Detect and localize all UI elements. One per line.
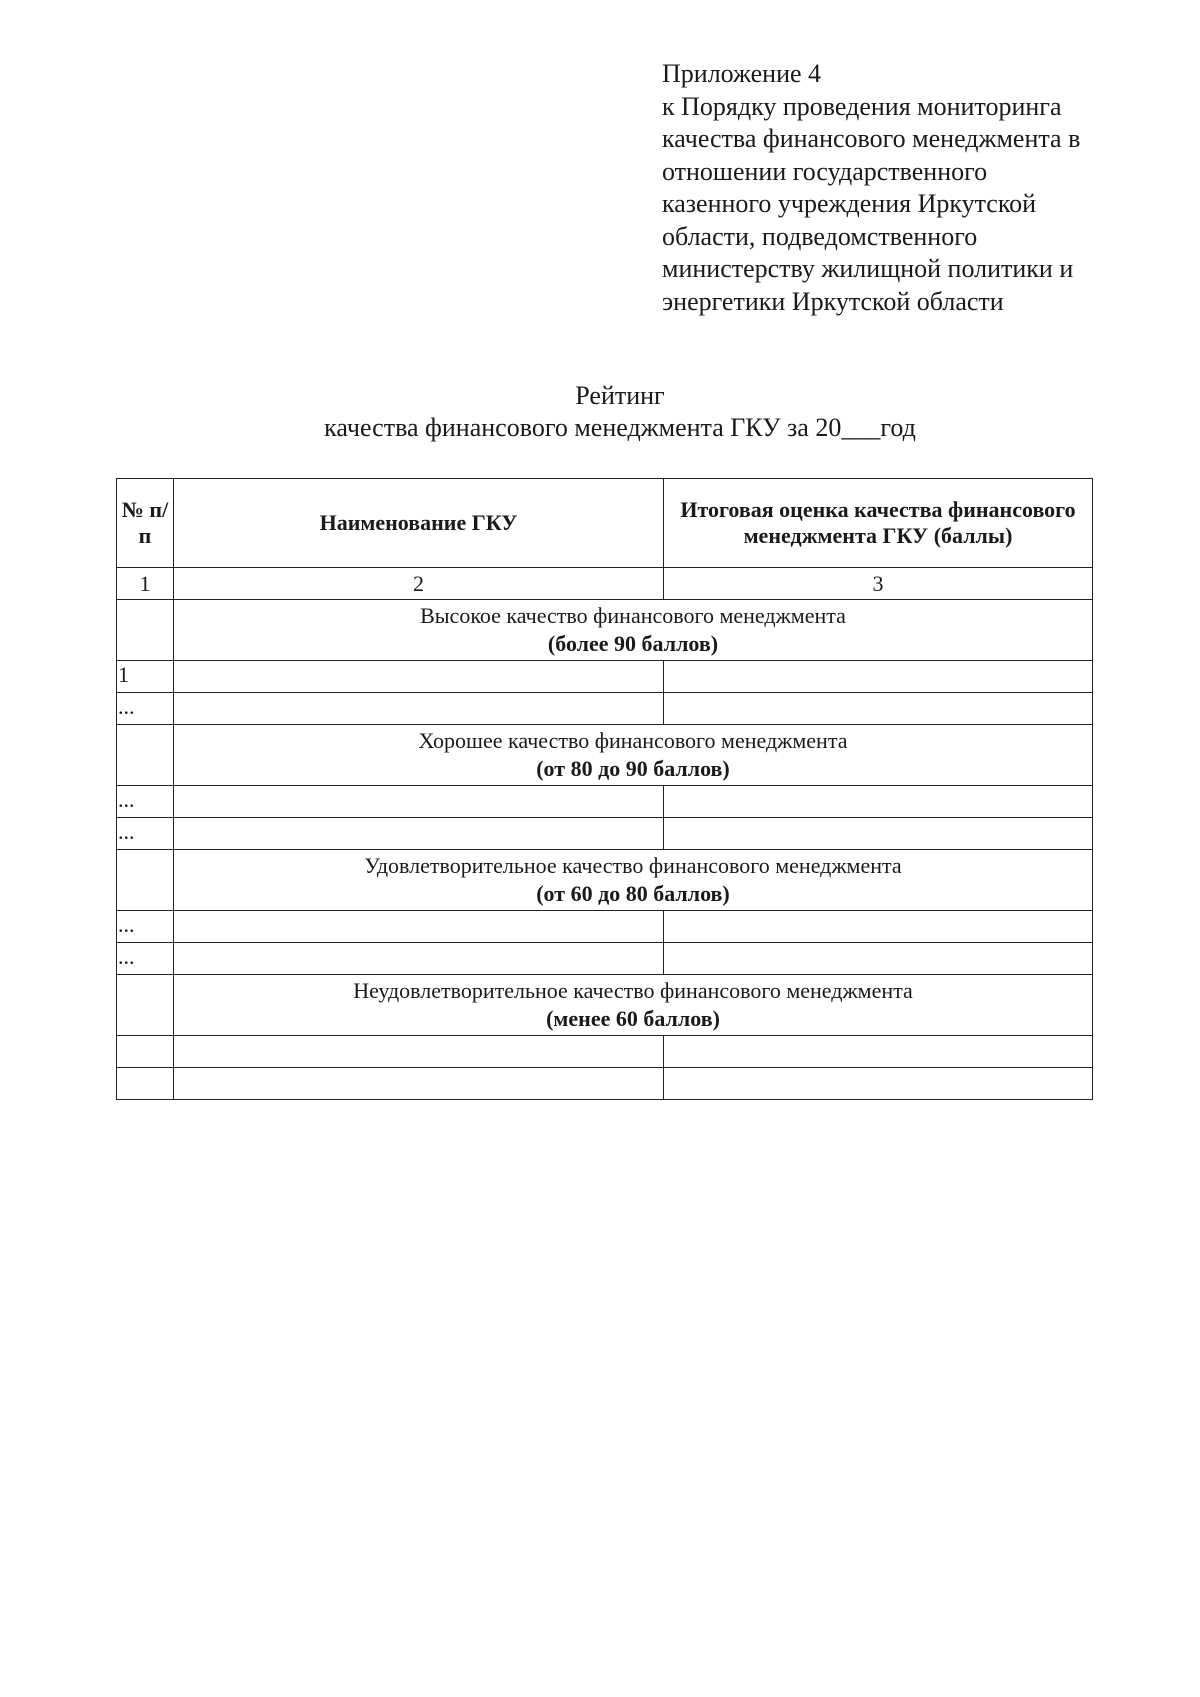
group-header-row: [117, 600, 1093, 661]
row-number[interactable]: ...: [117, 818, 174, 850]
row-number[interactable]: ...: [117, 943, 174, 975]
row-score-cell[interactable]: [664, 911, 1093, 943]
table-row: [117, 943, 1093, 975]
row-score-cell[interactable]: [664, 661, 1093, 693]
table-header-row: [117, 479, 1093, 568]
row-number[interactable]: [117, 1068, 174, 1100]
row-name-cell[interactable]: [174, 661, 664, 693]
row-number[interactable]: [117, 1036, 174, 1068]
row-name-cell[interactable]: [174, 693, 664, 725]
row-score-cell[interactable]: [664, 1036, 1093, 1068]
row-number[interactable]: 1: [117, 661, 174, 693]
row-score-cell[interactable]: [664, 786, 1093, 818]
group-title-cell: [174, 725, 1093, 786]
appendix-line: отношении государственного: [662, 156, 988, 186]
header-name: Наименование ГКУ: [174, 479, 664, 568]
group-blank-cell: [117, 850, 174, 911]
header-number: № п/п: [117, 479, 174, 568]
row-score-cell[interactable]: [664, 943, 1093, 975]
group-title: Удовлетворительное качество финансового менеджмента: [364, 853, 902, 878]
table-row: [117, 661, 1093, 693]
table-row: [117, 786, 1093, 818]
row-name-cell[interactable]: [174, 911, 664, 943]
table-row: [117, 1068, 1093, 1100]
row-name-cell[interactable]: [174, 818, 664, 850]
group-range: (от 80 до 90 баллов): [536, 756, 730, 781]
table-row: [117, 818, 1093, 850]
row-score-cell[interactable]: [664, 818, 1093, 850]
group-header-row: [117, 725, 1093, 786]
row-number[interactable]: ...: [117, 786, 174, 818]
appendix-line: энергетики Иркутской области: [662, 286, 1004, 316]
row-name-cell[interactable]: [174, 786, 664, 818]
appendix-line: качества финансового менеджмента в: [662, 124, 1081, 153]
appendix-line: области, подведомственного: [662, 221, 978, 251]
row-name-cell[interactable]: [174, 1068, 664, 1100]
group-header-row: [117, 975, 1093, 1036]
group-title: Хорошее качество финансового менеджмента: [418, 728, 848, 753]
column-number: 3: [664, 568, 1093, 600]
column-number: 1: [117, 568, 174, 600]
group-title-cell: [174, 975, 1093, 1036]
title-line-1: Рейтинг: [575, 381, 665, 410]
table-row: [117, 1036, 1093, 1068]
group-range: (менее 60 баллов): [546, 1006, 720, 1031]
column-number: 2: [174, 568, 664, 600]
document-title: [0, 380, 1200, 444]
row-score-cell[interactable]: [664, 693, 1093, 725]
row-score-cell[interactable]: [664, 1068, 1093, 1100]
group-range: (более 90 баллов): [547, 631, 719, 656]
appendix-note: [662, 58, 1162, 318]
table-row: [117, 693, 1093, 725]
appendix-line: к Порядку проведения мониторинга: [662, 91, 1062, 121]
header-score: Итоговая оценка качества финансового менеджмента ГКУ (баллы): [664, 479, 1093, 568]
group-range: (от 60 до 80 баллов): [536, 881, 730, 906]
row-name-cell[interactable]: [174, 943, 664, 975]
row-number[interactable]: ...: [117, 693, 174, 725]
rating-table: [116, 478, 1093, 1100]
appendix-line: казенного учреждения Иркутской: [662, 189, 1037, 218]
table-row: [117, 911, 1093, 943]
group-header-row: [117, 850, 1093, 911]
group-blank-cell: [117, 725, 174, 786]
group-blank-cell: [117, 975, 174, 1036]
appendix-line: министерству жилищной политики и: [662, 254, 1074, 283]
appendix-line: Приложение 4: [662, 59, 822, 88]
title-line-2: качества финансового менеджмента ГКУ за 20___год: [324, 413, 916, 442]
group-title: Неудовлетворительное качество финансового менеджмента: [353, 978, 913, 1003]
group-blank-cell: [117, 600, 174, 661]
column-numbers-row: [117, 568, 1093, 600]
group-title-cell: [174, 600, 1093, 661]
row-name-cell[interactable]: [174, 1036, 664, 1068]
group-title-cell: [174, 850, 1093, 911]
row-number[interactable]: ...: [117, 911, 174, 943]
group-title: Высокое качество финансового менеджмента: [420, 603, 846, 628]
